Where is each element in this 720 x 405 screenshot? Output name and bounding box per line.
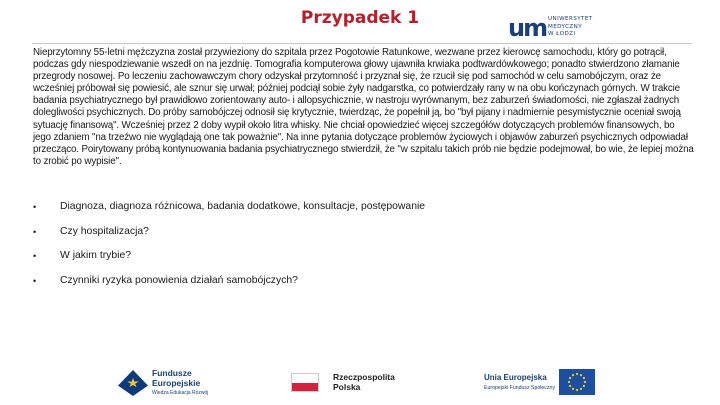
rp-line1: Rzeczpospolita xyxy=(333,372,395,382)
university-logo xyxy=(508,14,598,44)
fundusze-europejskie-logo xyxy=(118,366,228,402)
case-description: Nieprzytomny 55-letni mężczyzna został przywieziony do szpitala przez Pogotowie Ratunkowe, wezwane przez kierowcę samochodu, który go potrącił, podczas gdy niespodziewanie wszedł on na jezdnię. Tomografia komputerowa głowy ujawniła krwiaka podtwardówkowego; ponadto stwierdzono złamanie przegrody nosowej. Po leczeniu zachowawczym chory odzyskał przytomność i przyznał się, że rzucił się pod samochód w celu samobójczym, oraz że wcześniej próbował się powiesić, ale sznur się urwał; później podciął sobie żyły nadgarstka, co potwierdzały rany w na obu kończynach górnych. W trakcie badania psychiatrycznego był prawidłowo zorientowany auto- i allopsychicznie, w nastroju wyrównanym, bez zaburzeń świadomości, nie zgłaszał żadnych dolegliwości psychicznych. Do próby samobójczej odnosił się krytycznie, twierdząc, że popełnił ją, bo "był pijany i nadmiernie pesymistycznie oceniał swoją sytuację finansową". Wcześniej przez 2 doby wypił około litra whisky. Nie chciał opowiedzieć więcej szczegółów dotyczących problemów finansowych, bo jego zdaniem "na trzeźwo nie wyglądają one tak poważnie". Na inne pytania dotyczące problemów życiowych i objawów zaburzeń psychicznych odpowiadał przecząco. Poirytowany próbą kontynuowania badania psychiatrycznego stwierdził, że "w szpitalu takich prób nie będzie podejmował, bo wie, że lepiej można to zrobić po wypisie". xyxy=(33,47,694,167)
rp-line2: Polska xyxy=(333,382,361,392)
question-list xyxy=(33,200,673,298)
fe-line2: Europejskie xyxy=(152,377,201,388)
question-text: Diagnoza, diagnoza różnicowa, badania dodatkowe, konsultacje, postępowanie xyxy=(60,201,426,212)
fe-star-icon xyxy=(118,370,148,396)
fe-subtitle: Wiedza Edukacja Rozwój xyxy=(152,390,209,396)
fe-line1: Fundusze xyxy=(152,368,192,378)
ue-line2: Europejski Fundusz Społeczny xyxy=(484,385,555,391)
rp-logo-text xyxy=(333,372,395,392)
bullet-icon: • xyxy=(33,251,37,261)
fe-logo-text xyxy=(152,369,200,388)
header-divider xyxy=(32,43,692,44)
unia-europejska-logo xyxy=(484,368,600,402)
bullet-icon: • xyxy=(33,275,37,286)
bullet-icon: • xyxy=(33,226,37,237)
university-logo-text xyxy=(548,16,608,39)
polish-flag-icon xyxy=(291,373,319,392)
question-text: Czy hospitalizacja? xyxy=(60,225,149,237)
question-text: W jakim trybie? xyxy=(60,250,132,261)
list-item xyxy=(33,249,673,274)
question-text: Czynniki ryzyka ponowienia działań samobójczych? xyxy=(60,274,298,286)
rzeczpospolita-logo xyxy=(291,368,401,402)
footer-logos xyxy=(0,362,720,402)
university-name-line1: UNIWERSYTET xyxy=(548,16,593,22)
ue-line1: Unia Europejska xyxy=(484,373,547,382)
university-name-line3: W ŁODZI xyxy=(548,31,576,37)
bullet-icon: • xyxy=(33,202,37,212)
eu-flag-icon xyxy=(559,369,595,395)
university-logo-mark: um xyxy=(508,14,547,42)
list-item xyxy=(33,274,673,299)
list-item xyxy=(33,225,673,250)
slide-title: Przypadek 1 xyxy=(300,8,420,28)
university-name-line2: MEDYCZNY xyxy=(548,23,583,30)
list-item xyxy=(33,200,673,225)
